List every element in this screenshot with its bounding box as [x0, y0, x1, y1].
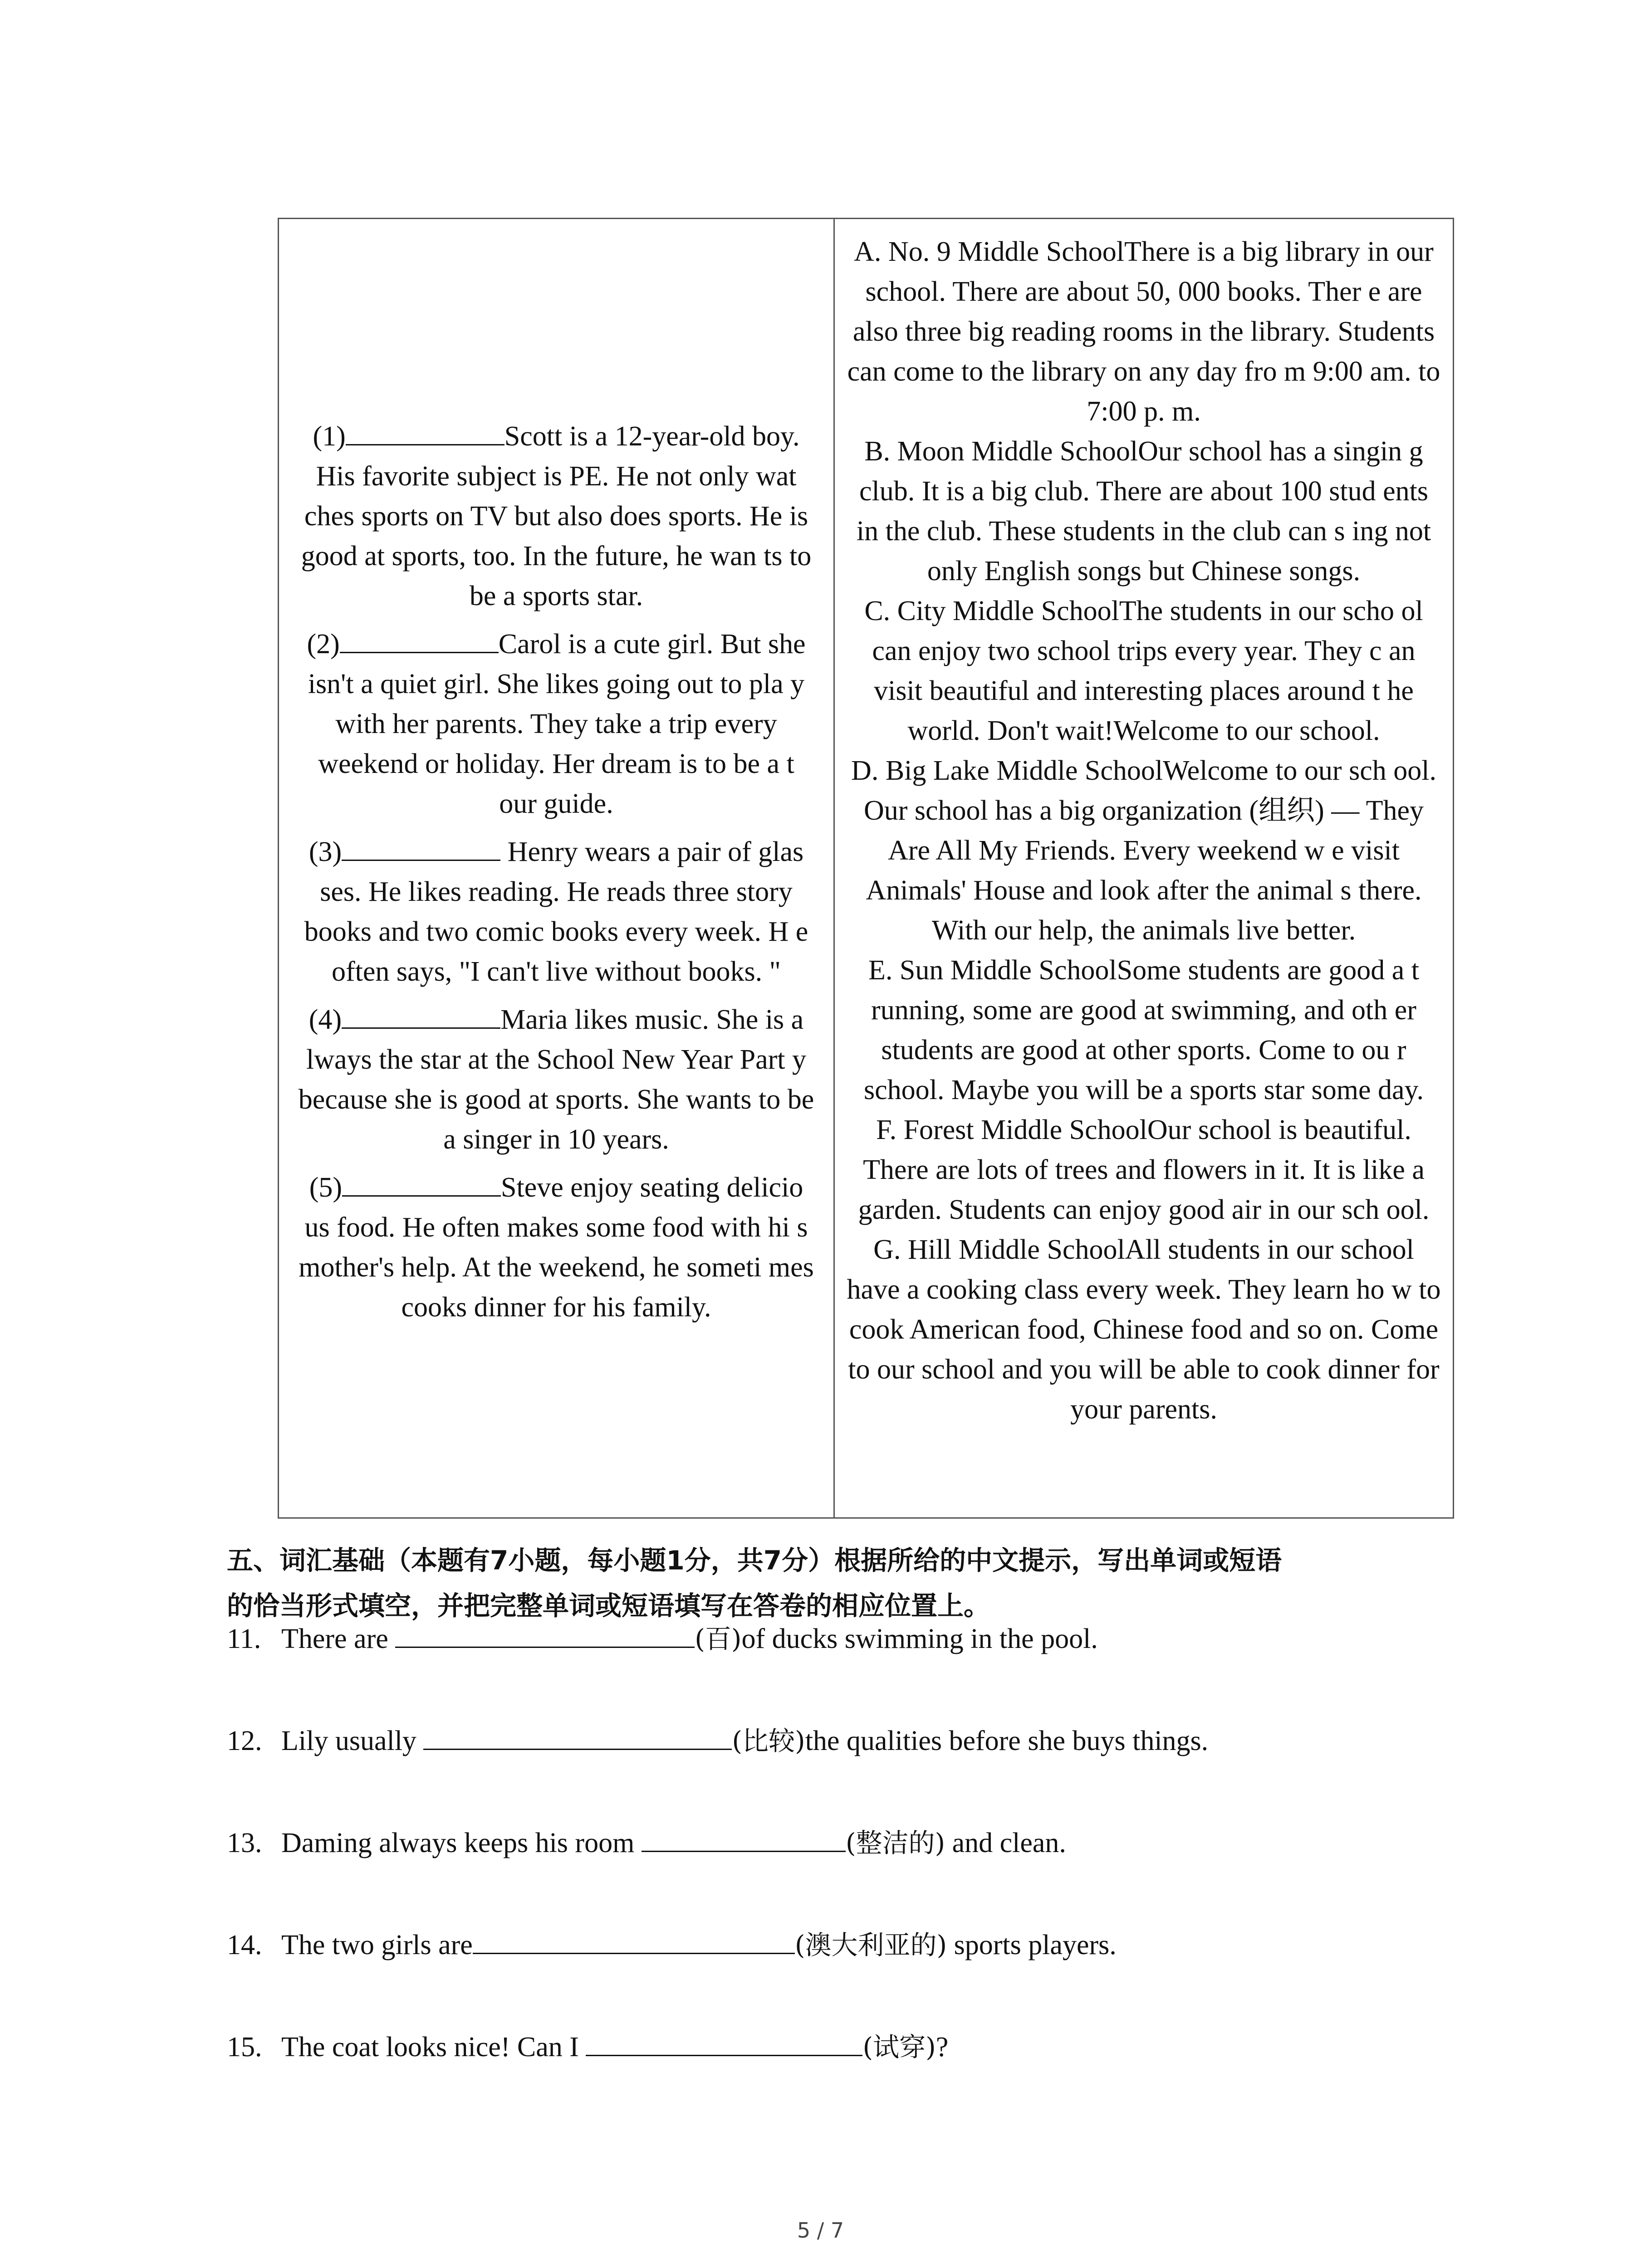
item-number: (4) [309, 1004, 342, 1035]
matching-right-column [834, 219, 1454, 1518]
answer-blank[interactable] [473, 1926, 795, 1954]
description-5 [297, 1168, 815, 1327]
question-13 [227, 1823, 1066, 1861]
chinese-hint: (整洁的) [845, 1828, 945, 1858]
question-number: 13. [227, 1828, 262, 1858]
description-text: Steve enjoy seating delicio us food. He often makes some food with hi s mother's help. At the weekend, he someti mes cooks dinner for his family. [299, 1172, 814, 1323]
question-text: of ducks swimming in the pool. [741, 1623, 1098, 1654]
answer-blank[interactable] [586, 2028, 862, 2056]
question-text: The coat looks nice! Can I [281, 2032, 586, 2063]
school-option-b: B. Moon Middle SchoolOur school has a singin g club. It is a big club. There are about 100 stud ents in the club. These students in the club can s ing not only English songs but Chinese songs. [856, 436, 1431, 587]
question-text: Daming always keeps his room [281, 1828, 642, 1858]
section-5-heading [227, 1538, 1461, 1628]
school-option-g: G. Hill Middle SchoolAll students in our school have a cooking class every week. They learn ho w to cook American food, Chinese food and so on. Come to our school and you will be able to cook dinner for your parents. [847, 1234, 1441, 1425]
matching-table [278, 218, 1454, 1519]
chinese-hint: (澳大利亚的) [794, 1930, 947, 1960]
answer-blank[interactable] [395, 1619, 695, 1648]
school-option-c: C. City Middle SchoolThe students in our scho ol can enjoy two school trips every year. They c an visit beautiful and interesting places around t he world. Don't wait!Welcome to our school. [864, 596, 1423, 746]
item-number: (5) [309, 1172, 342, 1203]
description-text: Maria likes music. She is a lways the star at the School New Year Part y because she is good at sports. She wants to be a singer in 10 years. [298, 1004, 814, 1155]
question-text: There are [281, 1623, 396, 1654]
answer-blank[interactable] [342, 1000, 500, 1029]
question-text: Lily usually [281, 1725, 424, 1756]
item-number: (3) [309, 836, 342, 867]
matching-left-column [279, 219, 834, 1518]
question-14 [227, 1926, 1117, 1963]
question-number: 12. [227, 1725, 262, 1756]
school-option-d: D. Big Lake Middle SchoolWelcome to our sch ool. Our school has a big organization (组织) — They Are All My Friends. Every weekend w e visit Animals' House and look after the animal s there. With our help, the animals live better. [851, 755, 1436, 946]
answer-blank[interactable] [642, 1823, 846, 1852]
question-text: The two girls are [281, 1930, 473, 1960]
description-text: Scott is a 12-year-old boy. His favorite subject is PE. He not only wat ches sports on TV but also does sports. He is good at sports, too. In the future, he wan ts to be a sports star. [301, 421, 812, 611]
description-text: Henry wears a pair of glas ses. He likes reading. He reads three story books and two comic books every week. H e often says, "I can't live without books. " [304, 836, 808, 987]
question-number: 14. [227, 1930, 262, 1960]
question-11 [227, 1619, 1098, 1657]
heading-line-1: 五、词汇基础（本题有7小题，每小题1分，共7分）根据所给的中文提示，写出单词或短语 [227, 1545, 1282, 1576]
school-option-e: E. Sun Middle SchoolSome students are good a t running, some are good at swimming, and oth er students are good at other sports. Come to ou r school. Maybe you will be a sports star some day. [863, 955, 1424, 1105]
question-number: 15. [227, 2032, 262, 2063]
answer-blank[interactable] [346, 417, 505, 445]
question-text: ? [936, 2032, 949, 2063]
answer-blank[interactable] [342, 832, 500, 861]
description-4 [297, 1000, 815, 1159]
chinese-hint: (百) [695, 1623, 742, 1654]
description-1 [297, 416, 815, 616]
answer-blank[interactable] [423, 1721, 732, 1750]
question-text: sports players. [947, 1930, 1117, 1960]
description-3 [297, 832, 815, 992]
answer-blank[interactable] [340, 625, 499, 653]
item-number: (1) [313, 421, 346, 452]
chinese-hint: (比较) [732, 1725, 805, 1756]
page-number: 5 / 7 [797, 2218, 844, 2243]
description-text: Carol is a cute girl. But she isn't a quiet girl. She likes going out to pla y with her parents. They take a trip every weekend or holiday. Her dream is to be a t our guide. [308, 629, 806, 819]
chinese-hint: (试穿) [862, 2032, 936, 2063]
description-2 [297, 624, 815, 824]
school-option-f: F. Forest Middle SchoolOur school is beautiful. There are lots of trees and flowers in it. It is like a garden. Students can enjoy good air in our sch ool. [858, 1114, 1430, 1225]
question-number: 11. [227, 1623, 261, 1654]
question-15 [227, 2028, 948, 2065]
item-number: (2) [307, 629, 340, 660]
school-option-a: A. No. 9 Middle SchoolThere is a big library in our school. There are about 50, 000 books. Ther e are also three big reading rooms in the library. Students can come to the library on any day fro m 9:00 am. to 7:00 p. m. [847, 236, 1440, 427]
question-12 [227, 1721, 1208, 1759]
question-text: the qualities before she buys things. [805, 1725, 1209, 1756]
question-text: and clean. [945, 1828, 1066, 1858]
heading-line-2: 的恰当形式填空，并把完整单词或短语填写在答卷的相应位置上。 [227, 1590, 990, 1621]
answer-blank[interactable] [342, 1168, 501, 1197]
